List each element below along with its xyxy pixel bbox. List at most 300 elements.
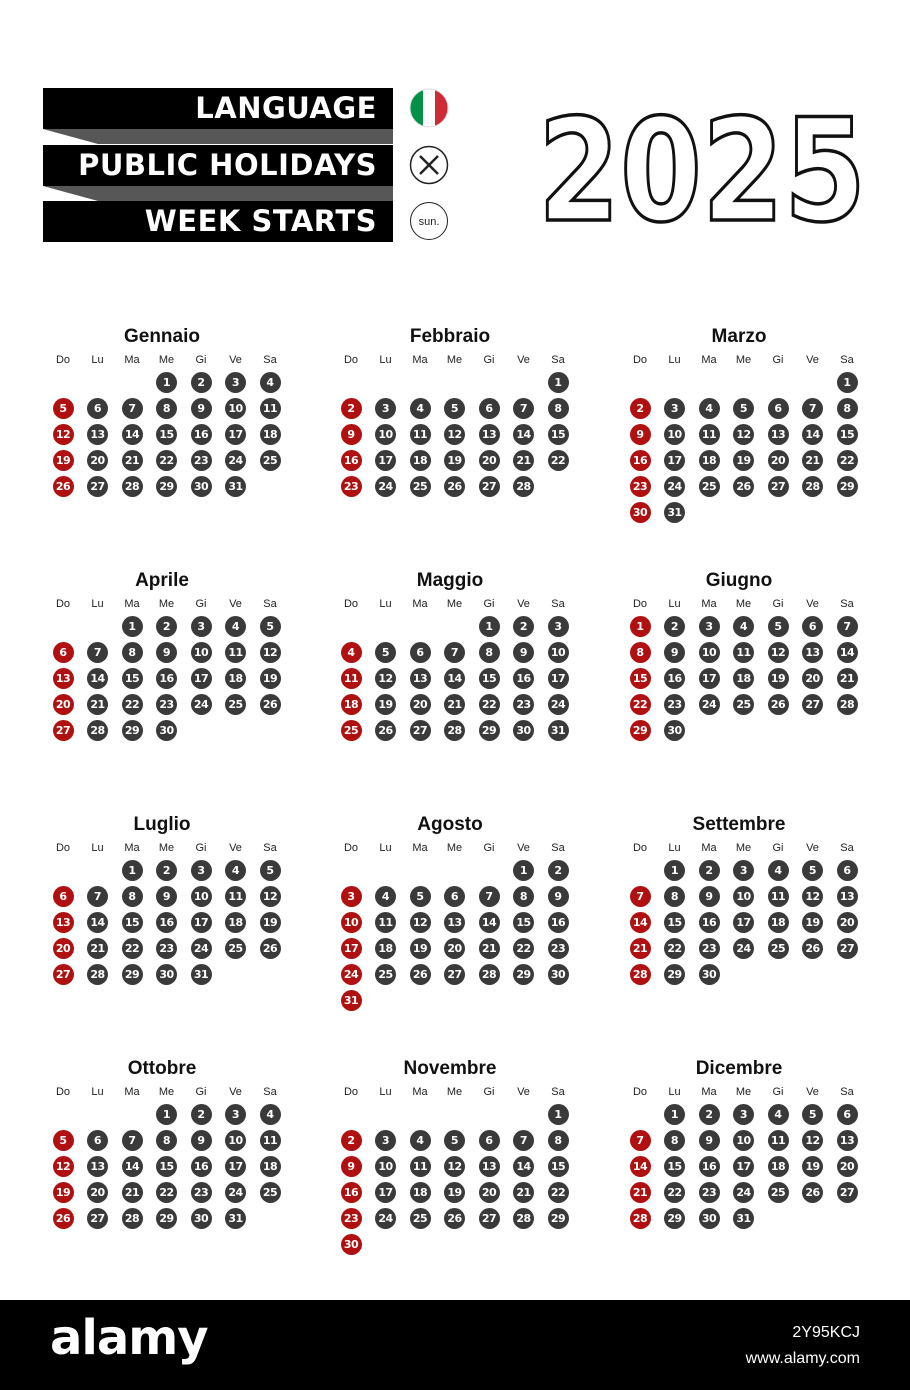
sunday-day-circle: 16	[341, 450, 362, 471]
day-circle: 3	[225, 372, 246, 393]
day-circle: 29	[122, 720, 143, 741]
day-circle: 14	[479, 912, 500, 933]
day-circle: 17	[664, 450, 685, 471]
day-circle: 24	[733, 938, 754, 959]
day-circle: 30	[699, 964, 720, 985]
day-circle: 16	[513, 668, 534, 689]
day-circle: 3	[225, 1104, 246, 1125]
day-circle: 12	[375, 668, 396, 689]
weekday-label: Gi	[195, 598, 207, 610]
day-circle: 6	[479, 398, 500, 419]
day-circle: 11	[225, 642, 246, 663]
weekday-label: Lu	[668, 1086, 681, 1098]
day-circle: 3	[191, 616, 212, 637]
weekday-label: Ma	[701, 598, 717, 610]
day-circle: 14	[122, 424, 143, 445]
week-start-value: sun.	[418, 216, 440, 228]
weekday-label: Do	[343, 354, 359, 366]
day-circle: 29	[479, 720, 500, 741]
year-title	[535, 89, 870, 254]
day-circle: 18	[260, 424, 281, 445]
day-circle: 18	[225, 668, 246, 689]
day-circle: 14	[122, 1156, 143, 1177]
sunday-day-circle: 12	[53, 1156, 74, 1177]
day-circle: 12	[733, 424, 754, 445]
day-circle: 11	[768, 886, 789, 907]
sunday-day-circle: 29	[630, 720, 651, 741]
day-circle: 1	[664, 860, 685, 881]
day-circle: 15	[548, 424, 569, 445]
day-circle: 13	[87, 1156, 108, 1177]
month-marzo	[619, 326, 859, 546]
day-circle: 4	[410, 1130, 431, 1151]
day-circle: 8	[548, 398, 569, 419]
day-circle: 13	[837, 1130, 858, 1151]
day-circle: 16	[156, 912, 177, 933]
month-name: Novembre	[403, 1058, 497, 1079]
month-name: Dicembre	[695, 1058, 783, 1079]
day-circle: 29	[664, 1208, 685, 1229]
day-circle: 28	[479, 964, 500, 985]
sunday-day-circle: 12	[53, 424, 74, 445]
day-circle: 15	[664, 912, 685, 933]
day-circle: 28	[87, 720, 108, 741]
day-circle: 18	[375, 938, 396, 959]
weekday-label: Do	[632, 598, 648, 610]
day-circle: 18	[768, 1156, 789, 1177]
sunday-day-circle: 8	[630, 642, 651, 663]
weekday-label: Ma	[412, 598, 428, 610]
day-circle: 6	[802, 616, 823, 637]
day-circle: 14	[837, 642, 858, 663]
month-name: Maggio	[416, 570, 484, 591]
sunday-day-circle: 16	[630, 450, 651, 471]
sunday-day-circle: 26	[53, 1208, 74, 1229]
weekday-label: Ve	[229, 1086, 242, 1098]
day-circle: 21	[122, 450, 143, 471]
day-circle: 23	[664, 694, 685, 715]
weekday-label: Do	[55, 842, 71, 854]
day-circle: 22	[837, 450, 858, 471]
day-circle: 17	[225, 1156, 246, 1177]
weekday-label: Me	[158, 598, 175, 610]
day-circle: 26	[733, 476, 754, 497]
weekday-label: Sa	[840, 598, 854, 610]
weekday-label: Gi	[772, 1086, 784, 1098]
day-circle: 15	[122, 912, 143, 933]
day-circle: 26	[802, 1182, 823, 1203]
day-circle: 20	[837, 1156, 858, 1177]
day-circle: 29	[664, 964, 685, 985]
day-circle: 8	[156, 398, 177, 419]
day-circle: 24	[664, 476, 685, 497]
day-circle: 27	[837, 938, 858, 959]
day-circle: 18	[410, 450, 431, 471]
day-circle: 4	[225, 860, 246, 881]
day-circle: 17	[191, 912, 212, 933]
sunday-day-circle: 9	[341, 1156, 362, 1177]
day-circle: 15	[548, 1156, 569, 1177]
day-circle: 9	[156, 642, 177, 663]
day-circle: 12	[260, 642, 281, 663]
sunday-day-circle: 5	[53, 1130, 74, 1151]
day-circle: 30	[513, 720, 534, 741]
day-circle: 11	[375, 912, 396, 933]
weekday-label: Do	[343, 842, 359, 854]
weekday-label: Lu	[91, 354, 104, 366]
day-circle: 29	[122, 964, 143, 985]
day-circle: 19	[260, 912, 281, 933]
day-circle: 8	[513, 886, 534, 907]
day-circle: 4	[260, 372, 281, 393]
year-text: 2025	[538, 89, 866, 254]
weekday-label: Do	[55, 598, 71, 610]
day-circle: 21	[802, 450, 823, 471]
day-circle: 24	[375, 1208, 396, 1229]
weekday-label: Me	[446, 1086, 463, 1098]
day-circle: 5	[802, 1104, 823, 1125]
sunday-day-circle: 27	[53, 964, 74, 985]
day-circle: 22	[156, 1182, 177, 1203]
sunday-day-circle: 5	[53, 398, 74, 419]
day-circle: 31	[664, 502, 685, 523]
month-ottobre	[42, 1058, 282, 1278]
sunday-day-circle: 21	[630, 1182, 651, 1203]
day-circle: 30	[191, 476, 212, 497]
day-circle: 29	[837, 476, 858, 497]
weekday-label: Me	[446, 598, 463, 610]
day-circle: 18	[699, 450, 720, 471]
day-circle: 2	[513, 616, 534, 637]
day-circle: 10	[375, 1156, 396, 1177]
day-circle: 20	[768, 450, 789, 471]
day-circle: 7	[122, 398, 143, 419]
month-aprile	[42, 570, 282, 790]
month-name: Settembre	[692, 814, 786, 835]
day-circle: 19	[410, 938, 431, 959]
day-circle: 18	[733, 668, 754, 689]
weekday-label: Sa	[263, 1086, 277, 1098]
day-circle: 27	[768, 476, 789, 497]
day-circle: 7	[513, 398, 534, 419]
day-circle: 19	[260, 668, 281, 689]
weekday-label: Ve	[517, 354, 530, 366]
alamy-logo: alamy	[50, 1310, 208, 1366]
day-circle: 10	[191, 886, 212, 907]
day-circle: 20	[444, 938, 465, 959]
sunday-day-circle: 24	[341, 964, 362, 985]
day-circle: 14	[802, 424, 823, 445]
day-circle: 3	[375, 398, 396, 419]
day-circle: 4	[768, 860, 789, 881]
weekday-label: Me	[735, 1086, 752, 1098]
day-circle: 28	[513, 1208, 534, 1229]
day-circle: 27	[802, 694, 823, 715]
day-circle: 7	[87, 886, 108, 907]
day-circle: 6	[837, 860, 858, 881]
day-circle: 12	[802, 1130, 823, 1151]
day-circle: 12	[444, 1156, 465, 1177]
day-circle: 4	[768, 1104, 789, 1125]
sunday-day-circle: 28	[630, 1208, 651, 1229]
sunday-day-circle: 1	[630, 616, 651, 637]
day-circle: 30	[664, 720, 685, 741]
day-circle: 2	[156, 860, 177, 881]
day-circle: 26	[444, 1208, 465, 1229]
day-circle: 30	[156, 720, 177, 741]
sunday-day-circle: 15	[630, 668, 651, 689]
day-circle: 27	[410, 720, 431, 741]
day-circle: 3	[733, 860, 754, 881]
weekday-label: Do	[632, 842, 648, 854]
day-circle: 20	[87, 1182, 108, 1203]
day-circle: 1	[664, 1104, 685, 1125]
day-circle: 23	[513, 694, 534, 715]
day-circle: 17	[733, 1156, 754, 1177]
day-circle: 14	[513, 424, 534, 445]
weekday-label: Sa	[840, 354, 854, 366]
weekday-label: Lu	[91, 598, 104, 610]
weekday-label: Gi	[483, 1086, 495, 1098]
holidays-label: PUBLIC HOLIDAYS	[78, 148, 377, 182]
day-circle: 2	[699, 1104, 720, 1125]
day-circle: 10	[225, 1130, 246, 1151]
day-circle: 7	[87, 642, 108, 663]
day-circle: 1	[548, 1104, 569, 1125]
day-circle: 6	[87, 398, 108, 419]
day-circle: 12	[260, 886, 281, 907]
day-circle: 15	[837, 424, 858, 445]
day-circle: 11	[260, 398, 281, 419]
day-circle: 11	[410, 424, 431, 445]
day-circle: 3	[699, 616, 720, 637]
day-circle: 9	[191, 398, 212, 419]
day-circle: 22	[548, 450, 569, 471]
weekday-label: Ma	[124, 1086, 140, 1098]
day-circle: 30	[191, 1208, 212, 1229]
day-circle: 9	[699, 1130, 720, 1151]
day-circle: 28	[513, 476, 534, 497]
day-circle: 10	[733, 1130, 754, 1151]
language-label: LANGUAGE	[195, 91, 377, 125]
day-circle: 23	[699, 938, 720, 959]
day-circle: 15	[513, 912, 534, 933]
day-circle: 25	[768, 1182, 789, 1203]
day-circle: 10	[733, 886, 754, 907]
month-name: Gennaio	[123, 326, 200, 347]
day-circle: 11	[699, 424, 720, 445]
day-circle: 12	[802, 886, 823, 907]
day-circle: 21	[513, 450, 534, 471]
day-circle: 17	[225, 424, 246, 445]
day-circle: 1	[548, 372, 569, 393]
day-circle: 21	[87, 694, 108, 715]
day-circle: 22	[513, 938, 534, 959]
day-circle: 6	[410, 642, 431, 663]
day-circle: 20	[410, 694, 431, 715]
day-circle: 4	[260, 1104, 281, 1125]
day-circle: 9	[513, 642, 534, 663]
day-circle: 19	[444, 450, 465, 471]
sunday-day-circle: 7	[630, 886, 651, 907]
day-circle: 8	[122, 642, 143, 663]
weekday-label: Me	[446, 842, 463, 854]
day-circle: 31	[733, 1208, 754, 1229]
day-circle: 5	[444, 398, 465, 419]
day-circle: 24	[548, 694, 569, 715]
weekday-label: Ve	[517, 1086, 530, 1098]
day-circle: 7	[802, 398, 823, 419]
day-circle: 22	[548, 1182, 569, 1203]
day-circle: 27	[87, 1208, 108, 1229]
day-circle: 4	[225, 616, 246, 637]
weekday-label: Ve	[229, 842, 242, 854]
day-circle: 5	[444, 1130, 465, 1151]
sunday-day-circle: 2	[341, 1130, 362, 1151]
month-name: Agosto	[417, 814, 483, 835]
day-circle: 29	[156, 476, 177, 497]
day-circle: 27	[444, 964, 465, 985]
day-circle: 13	[479, 1156, 500, 1177]
sunday-day-circle: 2	[630, 398, 651, 419]
day-circle: 29	[156, 1208, 177, 1229]
sunday-day-circle: 22	[630, 694, 651, 715]
day-circle: 19	[733, 450, 754, 471]
month-settembre	[619, 814, 859, 1034]
sunday-day-circle: 28	[630, 964, 651, 985]
day-circle: 7	[122, 1130, 143, 1151]
day-circle: 17	[375, 450, 396, 471]
day-circle: 21	[87, 938, 108, 959]
month-novembre	[330, 1058, 570, 1278]
weekday-label: Sa	[551, 354, 565, 366]
weekday-label: Lu	[668, 842, 681, 854]
day-circle: 13	[479, 424, 500, 445]
sunday-day-circle: 7	[630, 1130, 651, 1151]
weekday-label: Gi	[772, 354, 784, 366]
month-name: Luglio	[133, 814, 191, 835]
sunday-day-circle: 23	[341, 476, 362, 497]
sunday-day-circle: 11	[341, 668, 362, 689]
weekday-label: Ma	[124, 842, 140, 854]
footer-url[interactable]: www.alamy.com	[745, 1350, 860, 1367]
day-circle: 8	[664, 1130, 685, 1151]
day-circle: 28	[802, 476, 823, 497]
day-circle: 9	[191, 1130, 212, 1151]
day-circle: 18	[225, 912, 246, 933]
day-circle: 26	[802, 938, 823, 959]
weekday-label: Ma	[701, 842, 717, 854]
weekday-label: Ma	[701, 354, 717, 366]
sunday-day-circle: 10	[341, 912, 362, 933]
day-circle: 22	[479, 694, 500, 715]
weekday-label: Gi	[483, 354, 495, 366]
day-circle: 5	[260, 616, 281, 637]
day-circle: 13	[410, 668, 431, 689]
day-circle: 10	[548, 642, 569, 663]
day-circle: 7	[444, 642, 465, 663]
day-circle: 18	[260, 1156, 281, 1177]
weekday-label: Lu	[379, 354, 392, 366]
day-circle: 17	[548, 668, 569, 689]
week-starts-bar	[43, 201, 393, 242]
sunday-day-circle: 18	[341, 694, 362, 715]
weekday-label: Ma	[124, 354, 140, 366]
day-circle: 12	[444, 424, 465, 445]
day-circle: 16	[699, 1156, 720, 1177]
day-circle: 26	[375, 720, 396, 741]
day-circle: 2	[548, 860, 569, 881]
sunday-day-circle: 14	[630, 1156, 651, 1177]
day-circle: 1	[479, 616, 500, 637]
day-circle: 25	[699, 476, 720, 497]
holidays-bar-shadow	[43, 186, 393, 201]
day-circle: 14	[444, 668, 465, 689]
day-circle: 26	[260, 938, 281, 959]
day-circle: 16	[699, 912, 720, 933]
day-circle: 31	[225, 1208, 246, 1229]
month-febbraio	[330, 326, 570, 546]
day-circle: 11	[733, 642, 754, 663]
weekday-label: Do	[632, 354, 648, 366]
day-circle: 7	[479, 886, 500, 907]
day-circle: 10	[699, 642, 720, 663]
month-dicembre	[619, 1058, 859, 1278]
weekday-label: Sa	[551, 598, 565, 610]
weekday-label: Ma	[412, 842, 428, 854]
sunday-day-circle: 17	[341, 938, 362, 959]
day-circle: 12	[768, 642, 789, 663]
weekday-label: Ma	[412, 354, 428, 366]
day-circle: 18	[768, 912, 789, 933]
day-circle: 30	[699, 1208, 720, 1229]
weekday-label: Me	[735, 842, 752, 854]
month-agosto	[330, 814, 570, 1034]
day-circle: 25	[733, 694, 754, 715]
day-circle: 3	[733, 1104, 754, 1125]
weekday-label: Sa	[263, 598, 277, 610]
day-circle: 15	[156, 1156, 177, 1177]
day-circle: 23	[548, 938, 569, 959]
weekday-label: Ma	[701, 1086, 717, 1098]
day-circle: 24	[191, 938, 212, 959]
weekday-label: Gi	[483, 842, 495, 854]
sunday-day-circle: 3	[341, 886, 362, 907]
day-circle: 24	[699, 694, 720, 715]
day-circle: 6	[479, 1130, 500, 1151]
day-circle: 15	[479, 668, 500, 689]
day-circle: 16	[156, 668, 177, 689]
day-circle: 6	[87, 1130, 108, 1151]
day-circle: 16	[548, 912, 569, 933]
day-circle: 13	[768, 424, 789, 445]
day-circle: 28	[444, 720, 465, 741]
weekday-label: Do	[55, 1086, 71, 1098]
day-circle: 11	[410, 1156, 431, 1177]
day-circle: 13	[802, 642, 823, 663]
day-circle: 29	[548, 1208, 569, 1229]
sunday-day-circle: 23	[341, 1208, 362, 1229]
day-circle: 8	[122, 886, 143, 907]
day-circle: 5	[768, 616, 789, 637]
day-circle: 8	[837, 398, 858, 419]
month-name: Febbraio	[409, 326, 491, 347]
weekday-label: Sa	[840, 1086, 854, 1098]
day-circle: 7	[513, 1130, 534, 1151]
day-circle: 25	[410, 476, 431, 497]
day-circle: 2	[191, 372, 212, 393]
day-circle: 3	[191, 860, 212, 881]
